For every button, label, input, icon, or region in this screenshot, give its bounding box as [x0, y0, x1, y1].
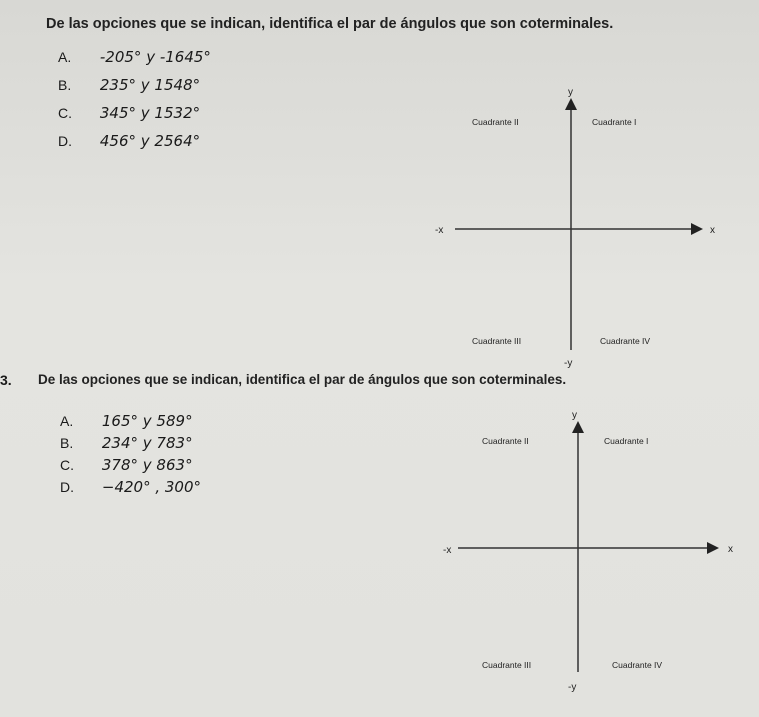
option-text: 456° y 2564° [99, 132, 201, 150]
option-letter: C. [58, 105, 72, 121]
option-text: 378° y 863° [101, 456, 193, 474]
y-axis-label: y [572, 410, 577, 421]
question-2-title: De las opciones que se indican, identifica el par de ángulos que son coterminales. [38, 372, 567, 387]
quadrant-4-label: Cuadrante IV [612, 660, 663, 670]
question-2-option-a[interactable] [60, 412, 193, 430]
quadrant-3-label: Cuadrante III [472, 336, 522, 346]
neg-y-axis-label: -y [568, 682, 577, 693]
option-text: 345° y 1532° [99, 104, 201, 122]
x-axis-label: x [710, 225, 715, 236]
quadrant-2-label: Cuadrante II [472, 117, 519, 127]
question-2-option-d[interactable] [60, 478, 201, 496]
option-text: 235° y 1548° [99, 76, 201, 94]
question-2-number: 3. [0, 372, 12, 388]
neg-x-axis-label: -x [443, 545, 452, 556]
option-letter: B. [58, 77, 72, 93]
quadrant-2-label: Cuadrante II [482, 436, 529, 446]
question-1-title: De las opciones que se indican, identifica el par de ángulos que son coterminales. [46, 16, 614, 32]
option-letter: C. [60, 457, 74, 473]
option-text: 234° y 783° [101, 434, 193, 452]
option-letter: D. [60, 479, 74, 495]
quadrant-1-label: Cuadrante I [604, 436, 649, 446]
option-text: -205° y -1645° [99, 48, 211, 66]
option-text: −420° , 300° [101, 478, 202, 496]
option-letter: B. [60, 435, 74, 451]
option-text: 165° y 589° [101, 412, 193, 430]
option-letter: A. [58, 49, 72, 65]
quadrant-3-label: Cuadrante III [482, 660, 532, 670]
neg-x-axis-label: -x [435, 225, 444, 236]
y-axis-label: y [568, 87, 573, 98]
quadrant-1-label: Cuadrante I [592, 117, 637, 127]
question-2-option-c[interactable] [60, 456, 193, 474]
quadrant-4-label: Cuadrante IV [600, 336, 651, 346]
question-2-option-b[interactable] [60, 434, 193, 452]
x-axis-label: x [728, 544, 733, 555]
neg-y-axis-label: -y [564, 358, 573, 369]
option-letter: D. [58, 133, 72, 149]
option-letter: A. [60, 413, 74, 429]
